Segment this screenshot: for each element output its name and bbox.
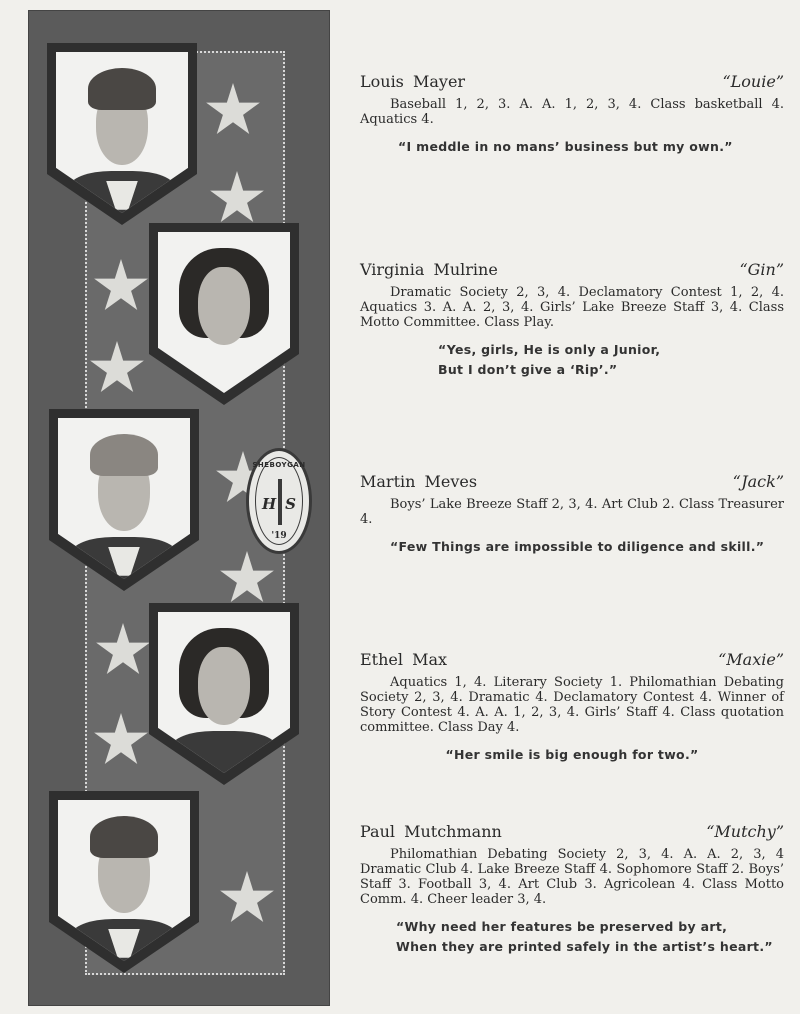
senior-entry — [360, 260, 784, 380]
senior-quote-line: But I don’t give a ‘Rip’.” — [438, 362, 618, 377]
senior-quote-line: “Yes, girls, He is only a Junior, — [438, 342, 661, 357]
senior-name: Martin Meves — [360, 472, 478, 491]
senior-nickname: “Jack” — [732, 472, 784, 491]
senior-record: Dramatic Society 2, 3, 4. Declamatory Contest 1, 2, 4. Aquatics 3. A. A. 2, 3, 4. Girls’ Lake Breeze Staff 3, 4. Class Motto Committee. Class Play. — [360, 285, 784, 330]
seal-letter-left: H — [262, 495, 277, 513]
senior-record: Philomathian Debating Society 2, 3, 4. A. A. 2, 3, 4 Dramatic Club 4. Lake Breeze Staff 4. Sophomore Staff 2. Boys’ Staff 3. Football 3, 4. Art Club 3. Agricolean 4. Class Motto Comm. 4. Cheer leader 3, 4. — [360, 847, 784, 907]
senior-entry — [360, 472, 784, 557]
senior-quote-line: When they are printed safely in the artist’s heart.” — [396, 939, 773, 954]
senior-entry — [360, 72, 784, 157]
seal-year: '19 — [271, 531, 287, 541]
senior-nickname: “Mutchy” — [706, 822, 784, 841]
senior-record: Aquatics 1, 4. Literary Society 1. Philomathian Debating Society 2, 3, 4. Dramatic 4. Declamatory Contest 4. Winner of Story Contest 4. A. A. 1, 2, 3, 4. Girls’ Staff 4. Class quotation committee. Class Day 4. — [360, 675, 784, 735]
senior-quote: “Her smile is big enough for two.” — [445, 747, 699, 762]
senior-quote: “Few Things are impossible to diligence and skill.” — [390, 539, 765, 554]
senior-name: Virginia Mulrine — [360, 260, 498, 279]
senior-name: Paul Mutchmann — [360, 822, 502, 841]
senior-nickname: “Maxie” — [718, 650, 784, 669]
senior-entry — [360, 822, 784, 957]
senior-entry — [360, 650, 784, 765]
senior-nickname: “Gin” — [739, 260, 784, 279]
senior-quote-line: “Why need her features be preserved by art, — [396, 919, 728, 934]
school-seal — [246, 448, 312, 554]
senior-name: Ethel Max — [360, 650, 448, 669]
senior-quote: “I meddle in no mans’ business but my own.” — [398, 139, 733, 154]
senior-record: Baseball 1, 2, 3. A. A. 1, 2, 3, 4. Class basketball 4. Aquatics 4. — [360, 97, 784, 127]
senior-name: Louis Mayer — [360, 72, 466, 91]
seal-letter-right: S — [285, 495, 296, 513]
senior-nickname: “Louie” — [722, 72, 784, 91]
seal-top-text: SHEBOYGAN — [252, 461, 306, 469]
senior-record: Boys’ Lake Breeze Staff 2, 3, 4. Art Club 2. Class Treasurer 4. — [360, 497, 784, 527]
